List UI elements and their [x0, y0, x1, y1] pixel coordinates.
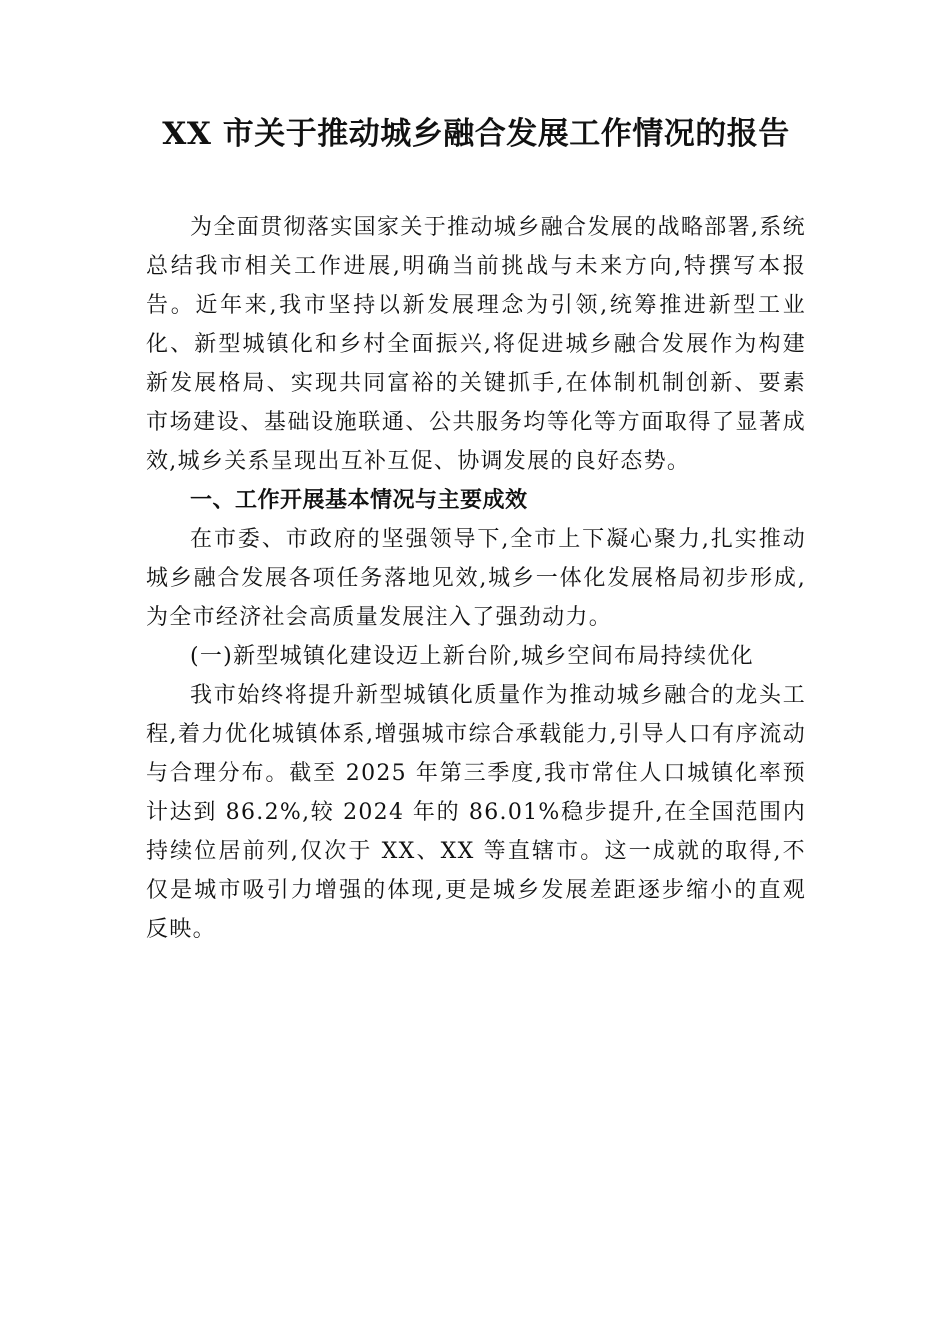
- subsection-paragraph-1: 我市始终将提升新型城镇化质量作为推动城乡融合的龙头工程,着力优化城镇体系,增强城市综合承载能力,引导人口有序流动与合理分布。截至 2025 年第三季度,我市常住人口城镇化率预计达到 86.2%,较 2024 年的 86.01%稳步提升,在全国范围内持续位居前列,仅次于 XX、XX 等直辖市。这一成就的取得,不仅是城市吸引力增强的体现,更是城乡发展差距逐步缩小的直观反映。: [146, 683, 806, 942]
- subsection-heading-1: (一)新型城镇化建设迈上新台阶,城乡空间布局持续优化: [190, 644, 754, 669]
- document-title: XX 市关于推动城乡融合发展工作情况的报告: [162, 116, 790, 152]
- document-page: [146, 112, 806, 949]
- section-heading-1: 一、工作开展基本情况与主要成效: [190, 488, 528, 513]
- section-paragraph-1: 在市委、市政府的坚强领导下,全市上下凝心聚力,扎实推动城乡融合发展各项任务落地见效,城乡一体化发展格局初步形成,为全市经济社会高质量发展注入了强劲动力。: [146, 527, 806, 630]
- intro-paragraph: 为全面贯彻落实国家关于推动城乡融合发展的战略部署,系统总结我市相关工作进展,明确当前挑战与未来方向,特撰写本报告。近年来,我市坚持以新发展理念为引领,统筹推进新型工业化、新型城镇化和乡村全面振兴,将促进城乡融合发展作为构建新发展格局、实现共同富裕的关键抓手,在体制机制创新、要素市场建设、基础设施联通、公共服务均等化等方面取得了显著成效,城乡关系呈现出互补互促、协调发展的良好态势。: [146, 215, 806, 474]
